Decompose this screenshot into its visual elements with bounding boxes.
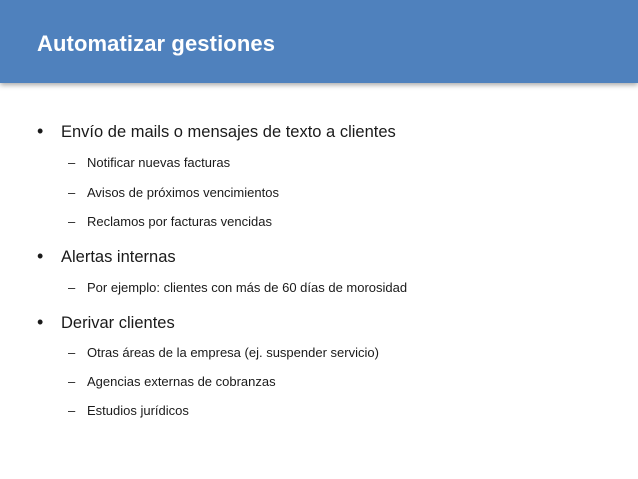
dash-glyph: – — [68, 280, 76, 295]
dash-glyph: – — [68, 374, 76, 389]
bullet-item — [37, 121, 396, 142]
sub-item — [68, 155, 230, 170]
sub-item — [68, 280, 407, 295]
sub-item — [68, 374, 276, 389]
sub-item-label: Reclamos por facturas vencidas — [87, 214, 272, 229]
bullet-label: Alertas internas — [61, 248, 176, 266]
sub-item — [68, 214, 272, 229]
bullet-glyph: • — [37, 121, 44, 141]
bullet-label: Derivar clientes — [61, 314, 175, 332]
sub-item-label: Estudios jurídicos — [87, 403, 189, 418]
bullet-item — [37, 246, 176, 267]
sub-item-label: Por ejemplo: clientes con más de 60 días de morosidad — [87, 280, 408, 295]
dash-glyph: – — [68, 214, 76, 229]
bullet-item — [37, 312, 175, 333]
bullet-glyph: • — [37, 312, 44, 332]
sub-item — [68, 185, 279, 200]
sub-item-label: Notificar nuevas facturas — [87, 155, 231, 170]
dash-glyph: – — [68, 155, 76, 170]
bullet-glyph: • — [37, 246, 44, 266]
slide-title: Automatizar gestiones — [37, 31, 276, 56]
dash-glyph: – — [68, 345, 76, 360]
sub-item — [68, 345, 379, 360]
title-bar — [0, 0, 638, 83]
bullet-label: Envío de mails o mensajes de texto a clientes — [61, 123, 396, 141]
sub-item — [68, 403, 189, 418]
sub-item-label: Avisos de próximos vencimientos — [87, 185, 279, 200]
sub-item-label: Otras áreas de la empresa (ej. suspender servicio) — [87, 345, 379, 360]
sub-item-label: Agencias externas de cobranzas — [87, 374, 276, 389]
dash-glyph: – — [68, 185, 76, 200]
dash-glyph: – — [68, 403, 76, 418]
